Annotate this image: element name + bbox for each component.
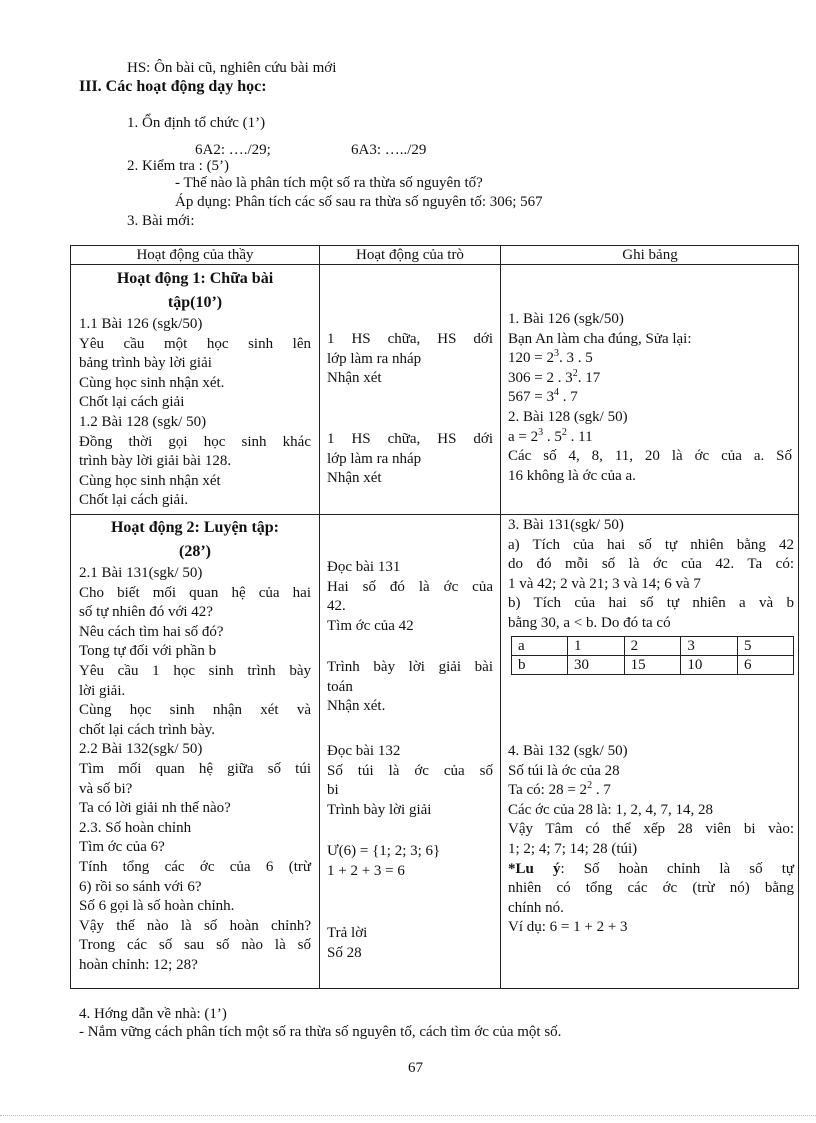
student-line: Trình bày lời giải: [327, 801, 432, 818]
pair-cell: 5: [737, 636, 793, 655]
pair-cell: b: [512, 655, 568, 674]
activity2-title-line1: Hoạt động 2: Luyện tập:: [110, 519, 280, 536]
check-apply: Áp dụng: Phân tích các số sau ra thừa số nguyên tố: 306; 567: [175, 194, 543, 210]
activity1-title-line1: Hoạt động 1: Chữa bài: [116, 270, 274, 287]
teacher-line: Vậy thế nào là số hoàn chỉnh?: [79, 917, 311, 934]
header-student: Hoạt động của trò: [356, 247, 464, 263]
activity2-student-cell-5: [327, 924, 493, 963]
item-homework: 4. Hớng dẫn về nhà: (1’): [79, 1006, 227, 1022]
pair-cell: 2: [624, 636, 681, 655]
activity2-board-cell: [508, 516, 794, 675]
student-line: Số 28: [327, 944, 362, 961]
teacher-line: Nêu cách tìm hai số đó?: [79, 623, 224, 640]
student-line: Tìm ớc của 42: [327, 617, 414, 634]
board-line: bằng 30, a < b. Do đó ta có: [508, 614, 671, 631]
board-line: 16 không là ớc của a.: [508, 467, 636, 484]
pair-cell: 6: [737, 655, 793, 674]
check-question: - Thế nào là phân tích một số ra thừa số nguyên tố?: [175, 175, 483, 191]
item-check: 2. Kiểm tra : (5’): [127, 158, 230, 174]
teacher-line: bảng trình bày lời giải: [79, 355, 212, 372]
student-line: lớp làm ra nháp: [327, 450, 422, 467]
student-line: 42.: [327, 598, 346, 615]
page-number: 67: [408, 1060, 423, 1076]
student-line: bi: [327, 782, 339, 799]
board-line-a: $a = 2^3$ . $5^2$ . 11: [508, 426, 593, 445]
student-line: Trình bày lời giải bài: [327, 659, 493, 675]
activity2-board-cell-2: [508, 742, 794, 938]
student-line: Trả lời: [327, 925, 368, 941]
board-line: Số túi là ớc của 28: [508, 762, 620, 779]
student-line: 1 HS chữa, HS dới: [327, 331, 493, 347]
teacher-line: và số bi?: [79, 780, 133, 797]
pair-cell: 10: [681, 655, 738, 674]
pair-cell: 1: [568, 636, 625, 655]
board-line: Các ớc của 28 là: 1, 2, 4, 7, 14, 28: [508, 801, 713, 818]
teacher-line: Tìm ớc của 6?: [79, 839, 165, 856]
activity2-student-cell-2: [327, 658, 493, 717]
board-line: 1. Bài 126 (sgk/50): [508, 311, 624, 327]
activity2-student-cell: [327, 558, 493, 636]
activity1-student-cell: [327, 330, 493, 389]
section-title: III. Các hoạt động dạy học:: [79, 78, 267, 95]
activity2-student-cell-3: [327, 742, 493, 820]
board-line: a) Tích của hai số tự nhiên bằng 42: [508, 536, 794, 553]
student-line: Nhận xét: [327, 370, 382, 387]
student-line: Số túi là ớc của số: [327, 762, 493, 779]
activity2-title-line2: (28’): [179, 543, 211, 560]
teacher-line: Tính tổng các ớc của 6 (trừ: [79, 858, 311, 875]
board-line: nhiên có tổng các ớc (trừ nó) bằng: [508, 880, 794, 897]
item-organize: 1. Ổn định tổ chức (1’): [127, 115, 266, 131]
teacher-line: Chốt lại cách giải.: [79, 492, 189, 509]
teacher-line: 1.2 Bài 128 (sgk/ 50): [79, 413, 207, 430]
pair-cell: a: [512, 636, 568, 655]
header-row-divider: [71, 264, 798, 265]
page-edge-divider: [0, 1115, 816, 1116]
board-line: chính nó.: [508, 899, 564, 916]
teacher-line: 2.3. Số hoàn chỉnh: [79, 819, 192, 836]
item-new-lesson: 3. Bài mới:: [127, 213, 195, 229]
teacher-line: 2.2 Bài 132(sgk/ 50): [79, 741, 203, 758]
lesson-table: [70, 245, 799, 989]
board-note-line: *Lu ý: Số hoàn chỉnh là số tự: [508, 860, 794, 877]
activity1-board-cell: [508, 310, 792, 486]
pair-cell: 15: [624, 655, 681, 674]
teacher-line: Số 6 gọi là số hoàn chỉnh.: [79, 898, 235, 915]
board-line-120: $120 = 2^3$. 3 . 5: [508, 348, 593, 367]
board-line-28: Ta có: $28 = 2^2$ . 7: [508, 780, 611, 799]
class-6a2-attendance: 6A2: …./29;: [195, 142, 271, 158]
teacher-line: Tong tự đối với phần b: [79, 643, 217, 660]
board-line: 1 và 42; 2 và 21; 3 và 14; 6 và 7: [508, 575, 701, 592]
column-divider-2: [500, 246, 501, 988]
teacher-line: Yêu cầu 1 học sinh trình bày: [79, 662, 311, 679]
teacher-line: hoàn chỉnh: 12; 28?: [79, 956, 198, 973]
student-line: Hai số đó là ớc của: [327, 578, 493, 595]
student-line: Đọc bài 131: [327, 559, 401, 575]
teacher-line: lời giải.: [79, 682, 126, 699]
activity-row-divider: [71, 514, 798, 515]
activity1-title-line2: tập(10’): [167, 294, 223, 311]
teacher-line: Cùng học sinh nhận xét và: [79, 702, 311, 719]
pair-cell: 3: [681, 636, 738, 655]
student-line: 1 + 2 + 3 = 6: [327, 862, 405, 879]
class-6a3-attendance: 6A3: …../29: [351, 142, 427, 158]
activity1-student-cell-2: [327, 430, 493, 489]
board-line-306: 306 = 2 . $3^2$. 17: [508, 367, 601, 386]
hs-preparation-line: HS: Ôn bài cũ, nghiên cứu bài mới: [127, 60, 337, 76]
activity2-teacher-cell: [79, 516, 311, 975]
student-line: Nhận xét: [327, 470, 382, 487]
teacher-line: 1.1 Bài 126 (sgk/50): [79, 316, 203, 332]
teacher-line: Cùng học sinh nhận xét: [79, 472, 221, 489]
board-line: 2. Bài 128 (sgk/ 50): [508, 408, 628, 425]
table-row: [512, 636, 794, 655]
teacher-line: Ta có lời giải nh thế nào?: [79, 800, 231, 817]
student-line: toán: [327, 678, 353, 695]
table-row: [512, 655, 794, 674]
teacher-line: 2.1 Bài 131(sgk/ 50): [79, 565, 203, 581]
teacher-line: trình bày lời giải bài 128.: [79, 453, 232, 470]
board-line: Ví dụ: 6 = 1 + 2 + 3: [508, 919, 628, 936]
teacher-line: Cùng học sinh nhận xét.: [79, 374, 225, 391]
homework-instruction: - Nắm vững cách phân tích một số ra thừa số nguyên tố, cách tìm ớc của một số.: [79, 1024, 562, 1040]
header-board: Ghi bảng: [622, 247, 678, 263]
board-line: Các số 4, 8, 11, 20 là ớc của a. Số: [508, 448, 792, 465]
pair-cell: 30: [568, 655, 625, 674]
teacher-line: Yêu cầu một học sinh lên: [79, 335, 311, 352]
board-line: do đó mỗi số là ớc của 42. Ta có:: [508, 556, 794, 573]
teacher-line: Cho biết mối quan hệ của hai: [79, 584, 311, 601]
header-teacher: Hoạt động của thầy: [136, 247, 254, 263]
board-line-567: $567 = 3^4$ . 7: [508, 387, 578, 406]
board-line: Bạn An làm cha đúng, Sửa lại:: [508, 330, 692, 347]
board-line: b) Tích của hai số tự nhiên a và b: [508, 595, 794, 612]
teacher-line: Đồng thời gọi học sinh khác: [79, 433, 311, 450]
student-line: 1 HS chữa, HS dới: [327, 431, 493, 447]
student-line: Đọc bài 132: [327, 743, 401, 759]
teacher-line: Trong các số sau số nào là số: [79, 937, 311, 954]
activity2-student-cell-4: [327, 842, 493, 881]
teacher-line: Chốt lại cách giải: [79, 394, 185, 411]
teacher-line: chốt lại cách trình bày.: [79, 721, 216, 738]
teacher-line: 6) rồi so sánh với 6?: [79, 878, 202, 895]
teacher-line: Tìm mối quan hệ giữa số túi: [79, 760, 311, 777]
student-line: lớp làm ra nháp: [327, 350, 422, 367]
board-line: 4. Bài 132 (sgk/ 50): [508, 743, 628, 759]
board-line: 3. Bài 131(sgk/ 50): [508, 517, 624, 533]
student-line: Ư(6) = {1; 2; 3; 6}: [327, 843, 441, 859]
board-line: 1; 2; 4; 7; 14; 28 (túi): [508, 840, 638, 857]
divisor-pairs-table: [511, 636, 794, 675]
board-line: Vậy Tâm có thể xếp 28 viên bi vào:: [508, 821, 794, 838]
student-line: Nhận xét.: [327, 698, 386, 715]
column-divider-1: [319, 246, 320, 988]
activity1-teacher-cell: [79, 267, 311, 511]
teacher-line: số tự nhiên đó với 42?: [79, 604, 213, 621]
